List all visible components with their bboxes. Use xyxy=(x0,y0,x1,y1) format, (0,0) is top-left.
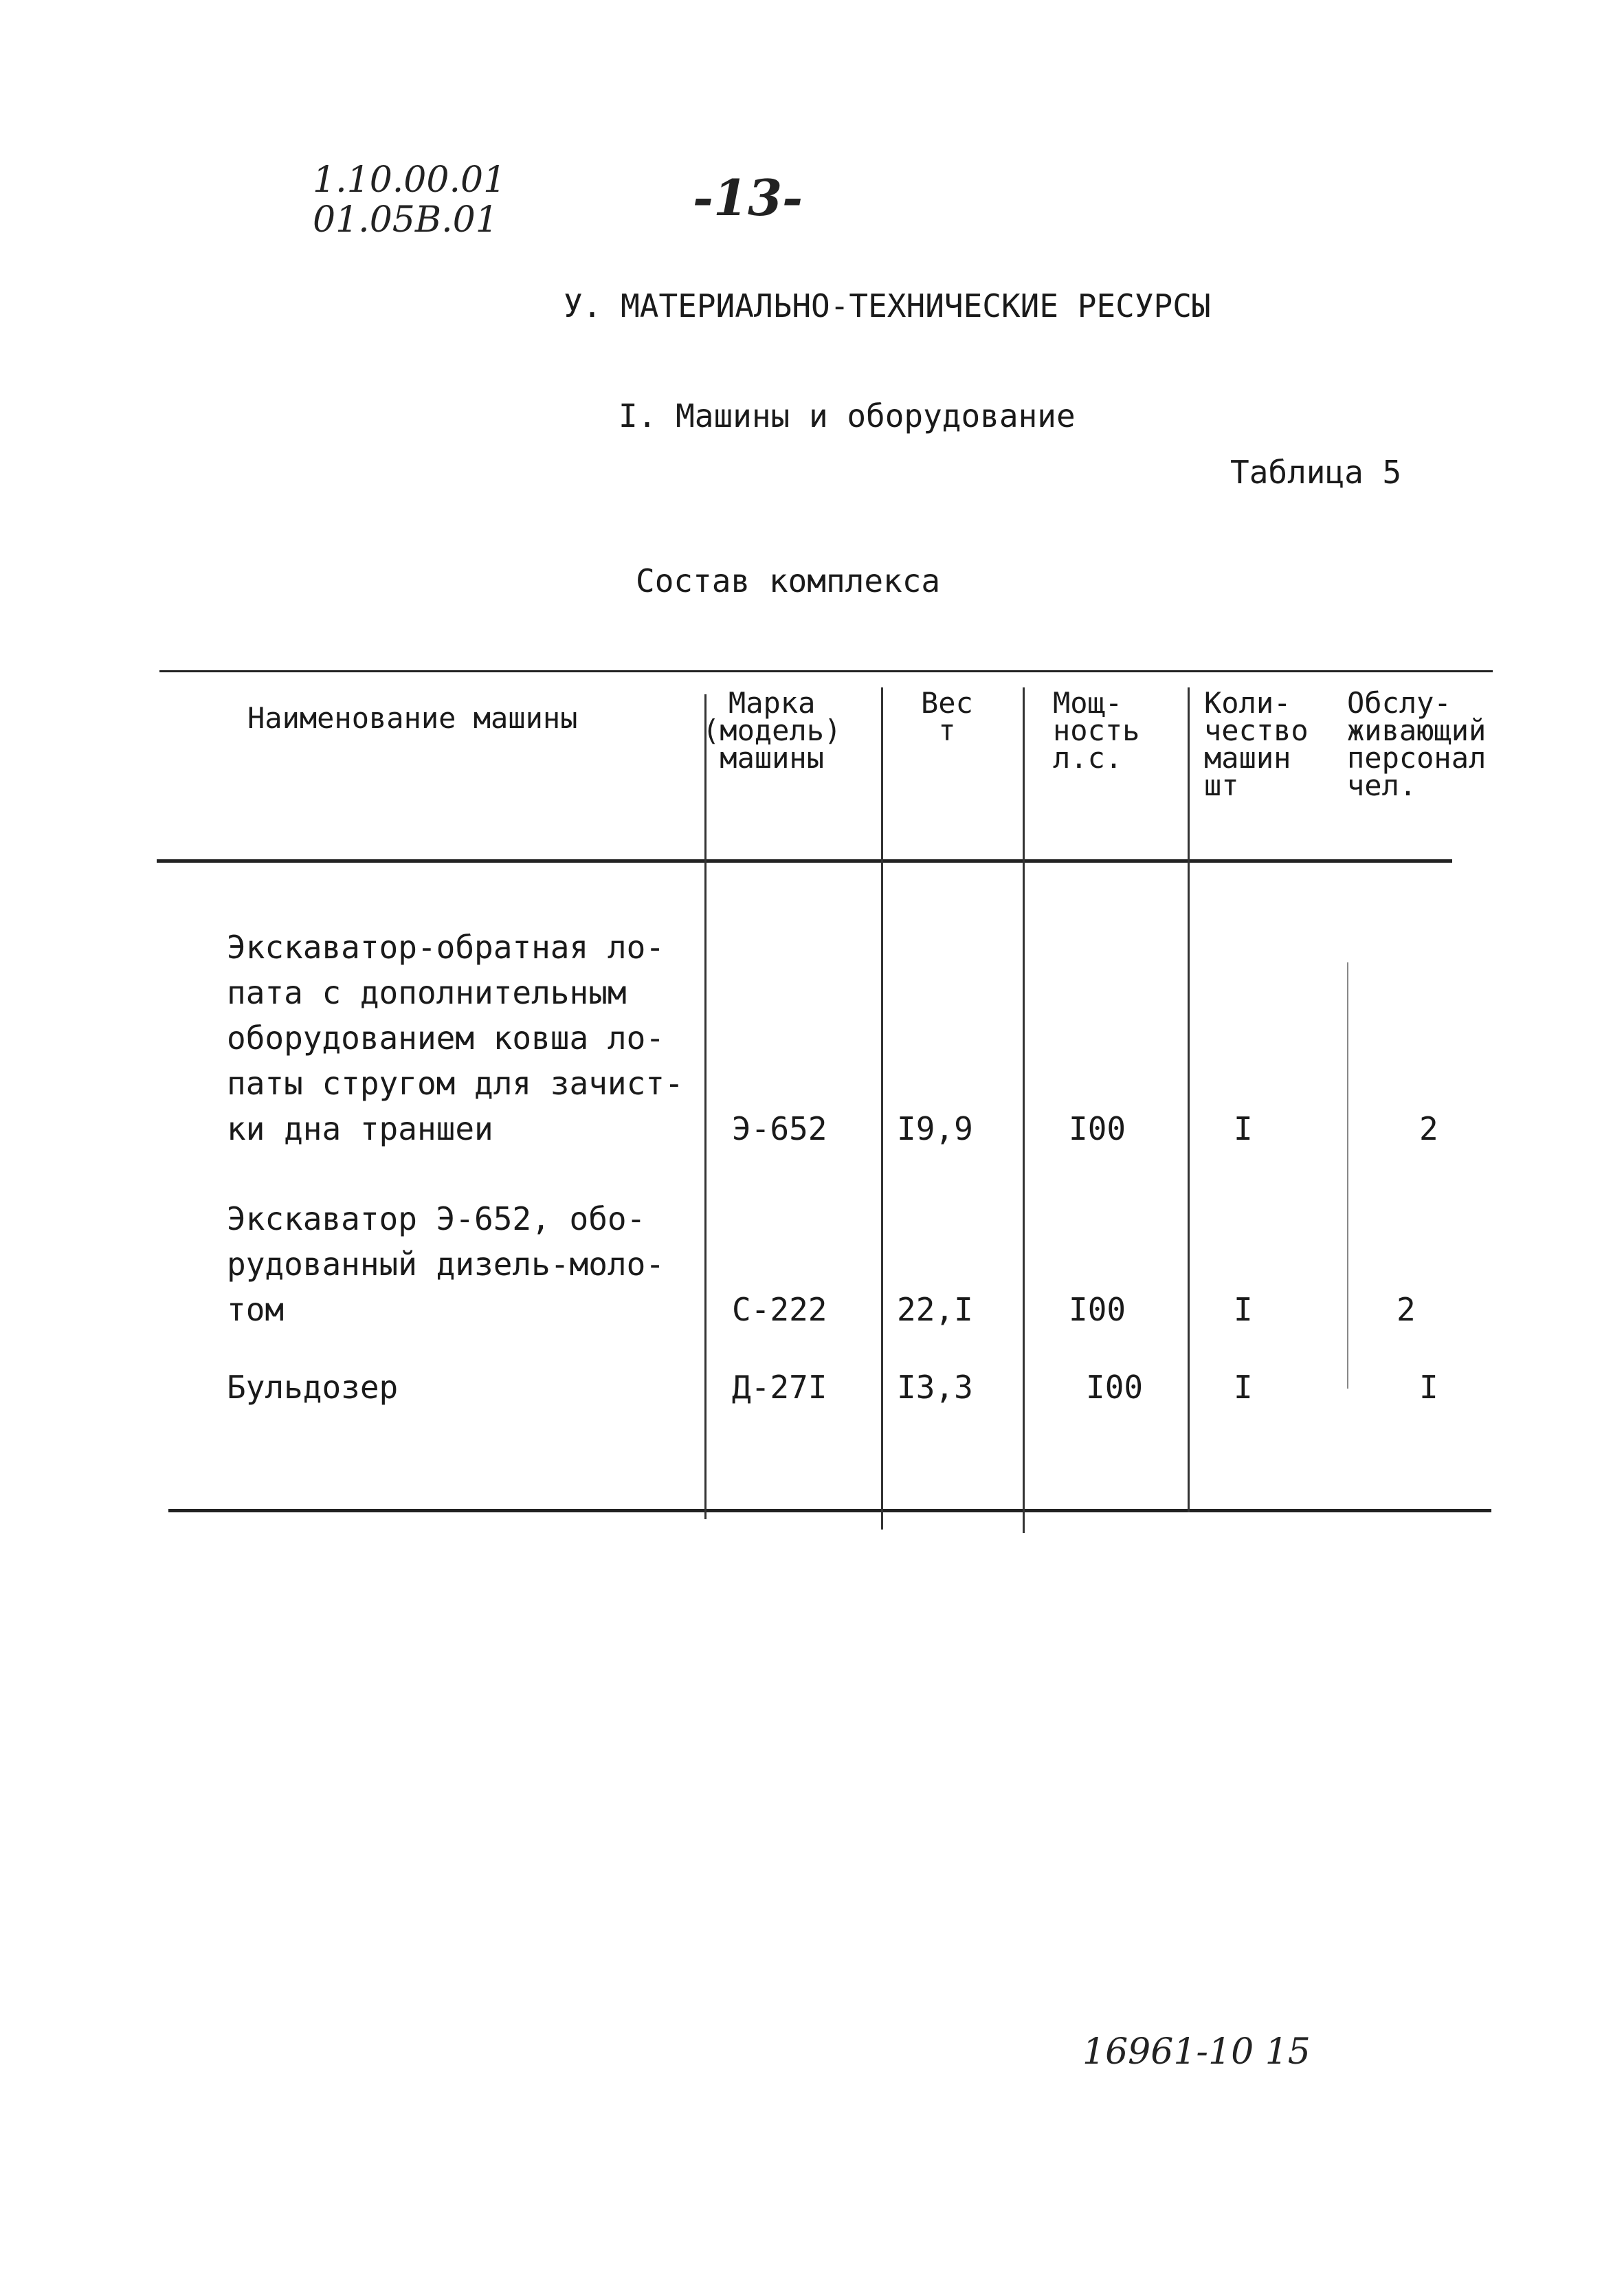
subsection-heading: I. Машины и оборудование xyxy=(619,397,1076,434)
column-divider-3 xyxy=(1023,687,1025,1533)
header-staff: Обслу- живающий персонал чел. xyxy=(1347,686,1487,802)
header-machine-count: Коли- чество машин шт xyxy=(1204,686,1309,802)
table-bottom-rule xyxy=(168,1509,1491,1512)
row-1-weight: I9,9 xyxy=(897,1110,973,1147)
row-2-count: I xyxy=(1234,1291,1253,1328)
page-number: -13- xyxy=(693,168,803,227)
table-caption: Состав комплекса xyxy=(636,562,941,599)
row-3-staff: I xyxy=(1419,1369,1438,1406)
archive-number: 16961-10 15 xyxy=(1082,2031,1311,2073)
header-model: Марка (модель) машины xyxy=(702,686,842,775)
document-code-line-1: 1.10.00.01 xyxy=(313,159,507,201)
table-top-rule xyxy=(159,670,1493,672)
row-1-power: I00 xyxy=(1069,1110,1126,1147)
row-3-power: I00 xyxy=(1086,1369,1144,1406)
column-divider-4 xyxy=(1188,687,1190,1512)
row-3-count: I xyxy=(1234,1369,1253,1406)
table-label: Таблица 5 xyxy=(1230,454,1402,491)
row-3-model: Д-27I xyxy=(732,1369,827,1406)
column-divider-1 xyxy=(704,694,707,1519)
row-2-machine-name: Экскаватор Э-652, обо- рудованный дизель-моло- том xyxy=(227,1200,665,1328)
section-heading: У. МАТЕРИАЛЬНО-ТЕХНИЧЕСКИЕ РЕСУРСЫ xyxy=(564,287,1211,324)
row-2-weight: 22,I xyxy=(897,1291,973,1328)
row-1-model: Э-652 xyxy=(732,1110,827,1147)
row-3-machine-name: Бульдозер xyxy=(227,1369,399,1406)
row-1-staff: 2 xyxy=(1419,1110,1438,1147)
row-2-model: С-222 xyxy=(732,1291,827,1328)
column-divider-2 xyxy=(881,687,883,1530)
row-3-weight: I3,3 xyxy=(897,1369,973,1406)
row-1-machine-name: Экскаватор-обратная ло- пата с дополнительным оборудованием ковша ло- паты стругом для зачист- ки дна траншеи xyxy=(227,929,684,1147)
row-2-power: I00 xyxy=(1069,1291,1126,1328)
header-machine-name: Наименование машины xyxy=(247,701,578,735)
header-bottom-rule xyxy=(157,859,1452,863)
document-code-line-2: 01.05B.01 xyxy=(313,199,498,241)
column-divider-5 xyxy=(1347,962,1348,1389)
header-weight: Вес т xyxy=(921,686,973,747)
header-power: Мощ- ность л.с. xyxy=(1053,686,1140,775)
row-2-staff: 2 xyxy=(1397,1291,1416,1328)
row-1-count: I xyxy=(1234,1110,1253,1147)
